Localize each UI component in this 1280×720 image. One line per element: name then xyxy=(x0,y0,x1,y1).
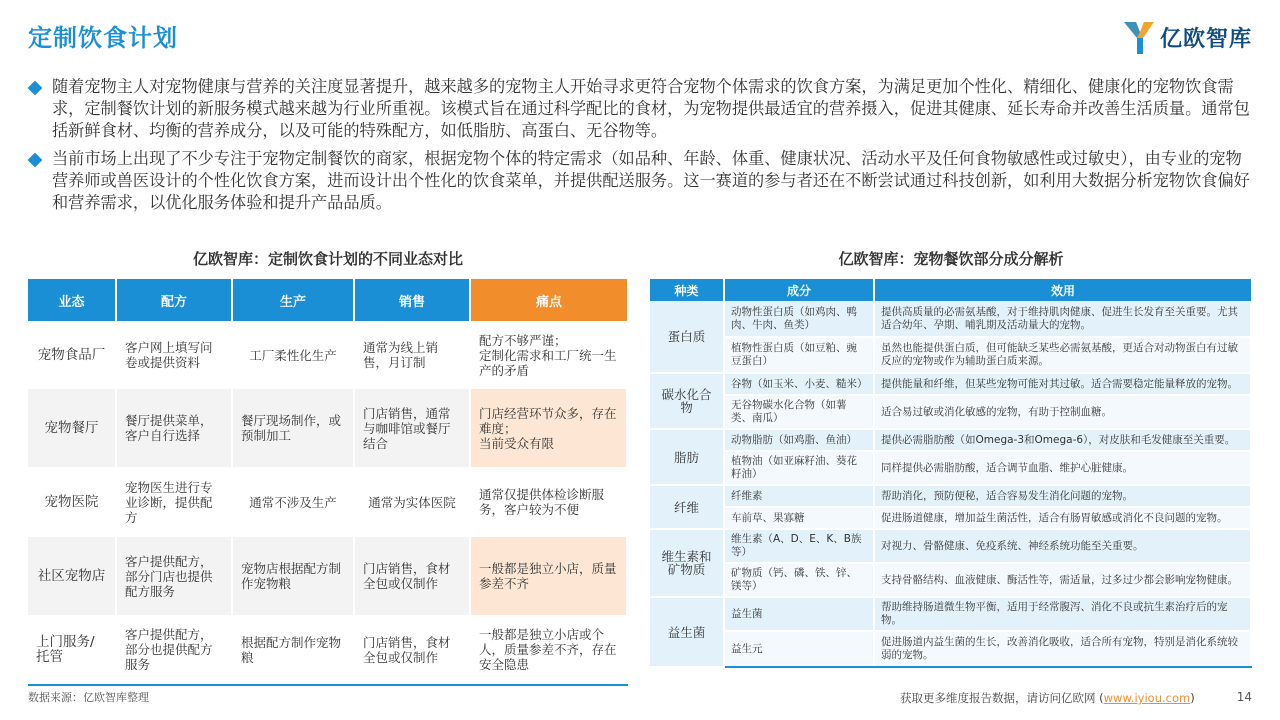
category-cell: 纤维 xyxy=(650,485,724,529)
table-cell: 客户提供配方，部分门店也提供配方服务 xyxy=(116,537,232,615)
table-row xyxy=(650,507,1251,529)
category-cell: 蛋白质 xyxy=(650,301,724,373)
footer-more-suffix: ) xyxy=(1190,691,1195,705)
table-row xyxy=(650,631,1251,667)
logo-text: 亿欧智库 xyxy=(1159,26,1252,52)
column-header: 种类 xyxy=(650,279,724,301)
table-cell: 门店经营环节众多，存在难度； 当前受众有限 xyxy=(470,389,627,467)
effect-cell: 提供能量和纤维，但某些宠物可能对其过敏。适合需要稳定能量释放的宠物。 xyxy=(874,373,1251,395)
column-header-pain: 痛点 xyxy=(470,279,627,321)
table-cell: 门店销售，通常与咖啡馆或餐厅结合 xyxy=(354,389,470,467)
component-cell: 无谷物碳水化合物（如薯类、南瓜） xyxy=(724,395,874,429)
table-row xyxy=(650,563,1251,597)
effect-cell: 适合易过敏或消化敏感的宠物，有助于控制血糖。 xyxy=(874,395,1251,429)
table-cell: 客户提供配方，部分也提供配方服务 xyxy=(116,615,232,685)
table-cell: 根据配方制作宠物粮 xyxy=(232,615,354,685)
page-title: 定制饮食计划 xyxy=(28,24,178,52)
table-row xyxy=(28,467,627,537)
column-header: 配方 xyxy=(116,279,232,321)
logo-icon xyxy=(1122,18,1156,56)
effect-cell: 对视力、骨骼健康、免疫系统、神经系统功能至关重要。 xyxy=(874,529,1251,563)
table-row xyxy=(650,337,1251,373)
column-header: 业态 xyxy=(28,279,116,321)
intro-bullets xyxy=(28,76,1254,220)
website-link[interactable]: www.iyiou.com xyxy=(1103,691,1191,705)
table-row xyxy=(650,529,1251,563)
data-source-note: 数据来源：亿欧智库整理 xyxy=(28,691,149,704)
component-cell: 植物油（如亚麻籽油、葵花籽油） xyxy=(724,451,874,485)
table-cell: 宠物医生进行专业诊断，提供配方 xyxy=(116,467,232,537)
table-cell: 门店销售，食材全包或仅制作 xyxy=(354,537,470,615)
table-row xyxy=(650,429,1251,451)
table-row xyxy=(28,321,627,389)
bullet-item xyxy=(28,148,1254,214)
table-header-row xyxy=(28,279,627,321)
effect-cell: 同样提供必需脂肪酸，适合调节血脂、维护心脏健康。 xyxy=(874,451,1251,485)
table-cell: 一般都是独立小店或个人，质量参差不齐，存在安全隐患 xyxy=(470,615,627,685)
table-cell: 门店销售，食材全包或仅制作 xyxy=(354,615,470,685)
business-comparison-table xyxy=(28,279,628,686)
category-cell: 碳水化合物 xyxy=(650,373,724,429)
column-header: 成分 xyxy=(724,279,874,301)
bullet-text: 当前市场上出现了不少专注于宠物定制餐饮的商家，根据宠物个体的特定需求（如品种、年龄、体重、健康状况、活动水平及任何食物敏感性或过敏史），由专业的宠物营养师或兽医设计的个性化饮食方案，进而设计出个性化的饮食菜单，并提供配送服务。这一赛道的参与者还在不断尝试通过科技创新，如利用大数据分析宠物饮食偏好和营养需求，以优化服务体验和提升产品品质。 xyxy=(52,149,1250,212)
table-cell: 工厂柔性化生产 xyxy=(232,321,354,389)
column-header: 生产 xyxy=(232,279,354,321)
component-cell: 维生素（A、D、E、K、B族等） xyxy=(724,529,874,563)
table-cell: 通常不涉及生产 xyxy=(232,467,354,537)
component-cell: 纤维素 xyxy=(724,485,874,507)
column-header: 效用 xyxy=(874,279,1251,301)
effect-cell: 虽然也能提供蛋白质，但可能缺乏某些必需氨基酸，更适合对动物蛋白有过敏反应的宠物或作为辅助蛋白质来源。 xyxy=(874,337,1251,373)
table-row xyxy=(650,597,1251,631)
effect-cell: 提供高质量的必需氨基酸，对于维持肌肉健康、促进生长发育至关重要。尤其适合幼年、孕期、哺乳期及活动量大的宠物。 xyxy=(874,301,1251,337)
left-table-caption: 亿欧智库：定制饮食计划的不同业态对比 xyxy=(192,250,463,268)
table-row xyxy=(650,451,1251,485)
table-row xyxy=(650,301,1251,337)
effect-cell: 促进肠道健康，增加益生菌活性，适合有肠胃敏感或消化不良问题的宠物。 xyxy=(874,507,1251,529)
component-cell: 谷物（如玉米、小麦、糙米） xyxy=(724,373,874,395)
table-cell: 客户网上填写问卷或提供资料 xyxy=(116,321,232,389)
table-cell: 餐厅现场制作，或预制加工 xyxy=(232,389,354,467)
table-cell: 上门服务/ 托管 xyxy=(28,615,116,685)
table-header-row xyxy=(650,279,1251,301)
table-cell: 餐厅提供菜单，客户自行选择 xyxy=(116,389,232,467)
category-cell: 益生菌 xyxy=(650,597,724,667)
table-row xyxy=(28,615,627,685)
effect-cell: 帮助维持肠道微生物平衡，适用于经常腹泻、消化不良或抗生素治疗后的宠物。 xyxy=(874,597,1251,631)
table-cell: 宠物医院 xyxy=(28,467,116,537)
table-cell: 通常为实体医院 xyxy=(354,467,470,537)
component-cell: 益生元 xyxy=(724,631,874,667)
category-cell: 脂肪 xyxy=(650,429,724,485)
component-cell: 矿物质（钙、磷、铁、锌、镁等） xyxy=(724,563,874,597)
component-cell: 植物性蛋白质（如豆粕、豌豆蛋白） xyxy=(724,337,874,373)
component-cell: 益生菌 xyxy=(724,597,874,631)
effect-cell: 促进肠道内益生菌的生长，改善消化吸收，适合所有宠物，特别是消化系统较弱的宠物。 xyxy=(874,631,1251,667)
right-table-caption: 亿欧智库：宠物餐饮部分成分解析 xyxy=(838,250,1064,268)
bullet-text: 随着宠物主人对宠物健康与营养的关注度显著提升，越来越多的宠物主人开始寻求更符合宠物个体需求的饮食方案，为满足更加个性化、精细化、健康化的宠物饮食需求，定制餐饮计划的新服务模式越来越为行业所重视。该模式旨在通过科学配比的食材，为宠物提供最适宜的营养摄入，促进其健康、延长寿命并改善生活质量。通常包括新鲜食材、均衡的营养成分，以及可能的特殊配方，如低脂肪、高蛋白、无谷物等。 xyxy=(52,77,1250,140)
table-cell: 宠物店根据配方制作宠物粮 xyxy=(232,537,354,615)
component-cell: 动物脂肪（如鸡脂、鱼油） xyxy=(724,429,874,451)
table-row xyxy=(650,395,1251,429)
footer-more-info xyxy=(900,690,1195,706)
page-number: 14 xyxy=(1236,690,1252,704)
table-cell: 配方不够严谨； 定制化需求和工厂统一生产的矛盾 xyxy=(470,321,627,389)
table-row xyxy=(28,389,627,467)
effect-cell: 提供必需脂肪酸（如Omega-3和Omega-6），对皮肤和毛发健康至关重要。 xyxy=(874,429,1251,451)
diamond-bullet-icon xyxy=(28,153,43,168)
table-cell: 宠物餐厅 xyxy=(28,389,116,467)
table-row xyxy=(650,485,1251,507)
table-cell: 社区宠物店 xyxy=(28,537,116,615)
table-cell: 宠物食品厂 xyxy=(28,321,116,389)
effect-cell: 支持骨骼结构、血液健康、酶活性等，需适量，过多过少都会影响宠物健康。 xyxy=(874,563,1251,597)
ingredient-analysis-table xyxy=(650,279,1252,668)
table-row xyxy=(650,373,1251,395)
table-cell: 一般都是独立小店，质量参差不齐 xyxy=(470,537,627,615)
diamond-bullet-icon xyxy=(28,81,43,96)
category-cell: 维生素和矿物质 xyxy=(650,529,724,597)
table-row xyxy=(28,537,627,615)
component-cell: 动物性蛋白质（如鸡肉、鸭肉、牛肉、鱼类） xyxy=(724,301,874,337)
logo xyxy=(1122,18,1252,56)
effect-cell: 帮助消化，预防便秘，适合容易发生消化问题的宠物。 xyxy=(874,485,1251,507)
component-cell: 车前草、果寡糖 xyxy=(724,507,874,529)
table-cell: 通常仅提供体检诊断服务，客户较为不便 xyxy=(470,467,627,537)
bullet-item xyxy=(28,76,1254,142)
table-cell: 通常为线上销售，月订制 xyxy=(354,321,470,389)
footer-more-text: 获取更多维度报告数据，请访问亿欧网 ( xyxy=(900,691,1104,705)
column-header: 销售 xyxy=(354,279,470,321)
